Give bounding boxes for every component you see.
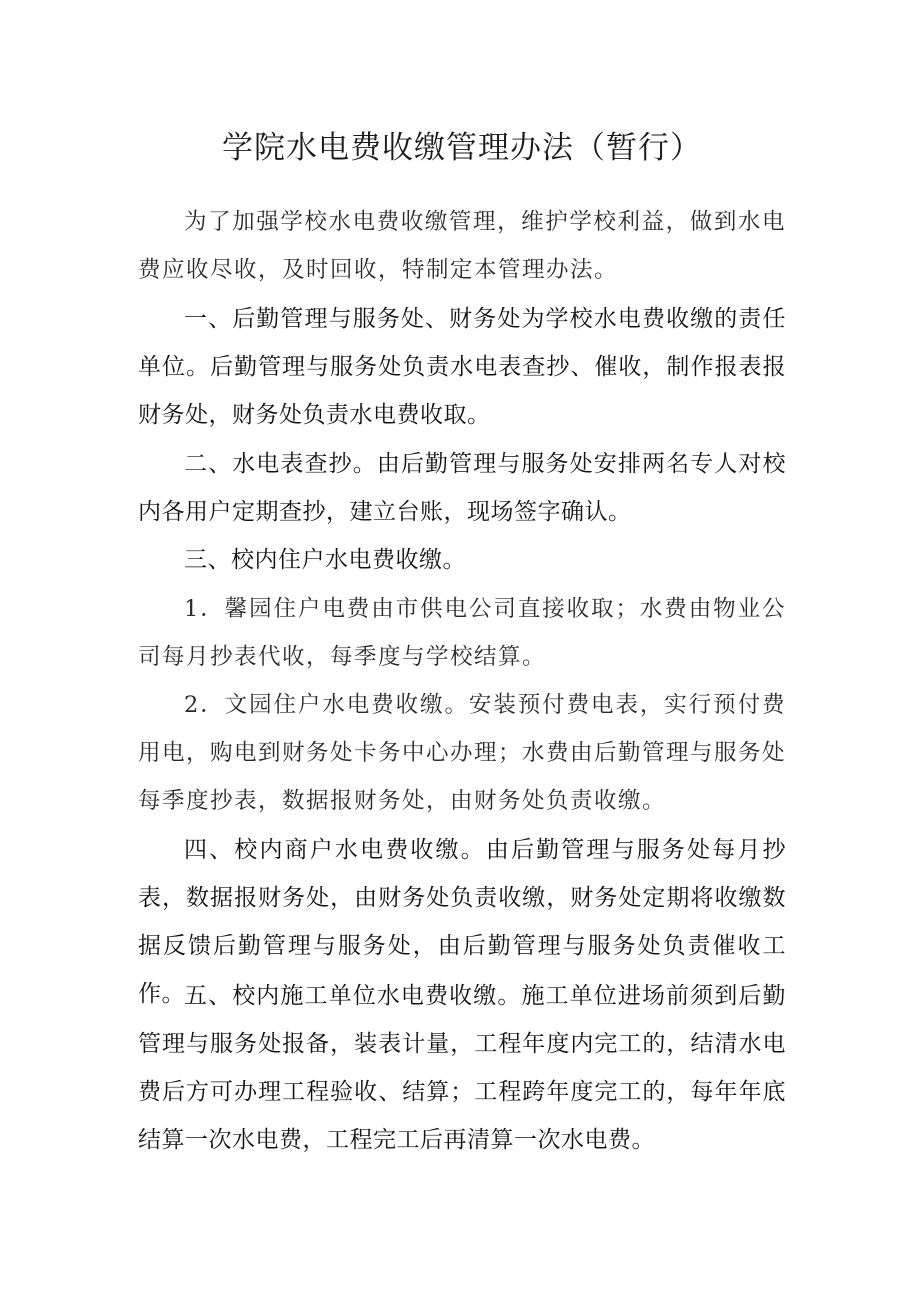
section-3-item-1: 1．馨园住户电费由市供电公司直接收取；水费由物业公司每月抄表代收，每季度与学校结算。 bbox=[138, 596, 786, 670]
intro-paragraph: 为了加强学校水电费收缴管理，维护学校利益，做到水电费应收尽收，及时回收，特制定本管理办法。 bbox=[138, 209, 786, 283]
section-1-paragraph: 一、后勤管理与服务处、财务处为学校水电费收缴的责任单位。后勤管理与服务处负责水电表查抄、催收，制作报表报财务处，财务处负责水电费收取。 bbox=[138, 306, 786, 428]
section-2-paragraph: 二、水电表查抄。由后勤管理与服务处安排两名专人对校内各用户定期查抄，建立台账，现场签字确认。 bbox=[138, 451, 786, 525]
section-3-heading: 三、校内住户水电费收缴。 bbox=[184, 547, 466, 573]
document-title: 学院水电费收缴管理办法（暂行） bbox=[222, 130, 702, 166]
section-5-paragraph: 五、校内施工单位水电费收缴。施工单位进场前须到后勤管理与服务处报备，装表计量，工程年度内完工的，结清水电费后方可办理工程验收、结算；工程跨年度完工的，每年年底结算一次水电费，工程完工后再清算一次水电费。 bbox=[138, 983, 786, 1153]
section-3-item-2: 2．文园住户水电费收缴。安装预付费电表，实行预付费用电，购电到财务处卡务中心办理；水费由后勤管理与服务处每季度抄表，数据报财务处，由财务处负责收缴。 bbox=[138, 692, 787, 814]
section-4-paragraph: 四、校内商户水电费收缴。由后勤管理与服务处每月抄表，数据报财务处，由财务处负责收缴，财务处定期将收缴数据反馈后勤管理与服务处，由后勤管理与服务处负责催收工作。 bbox=[138, 837, 786, 1007]
